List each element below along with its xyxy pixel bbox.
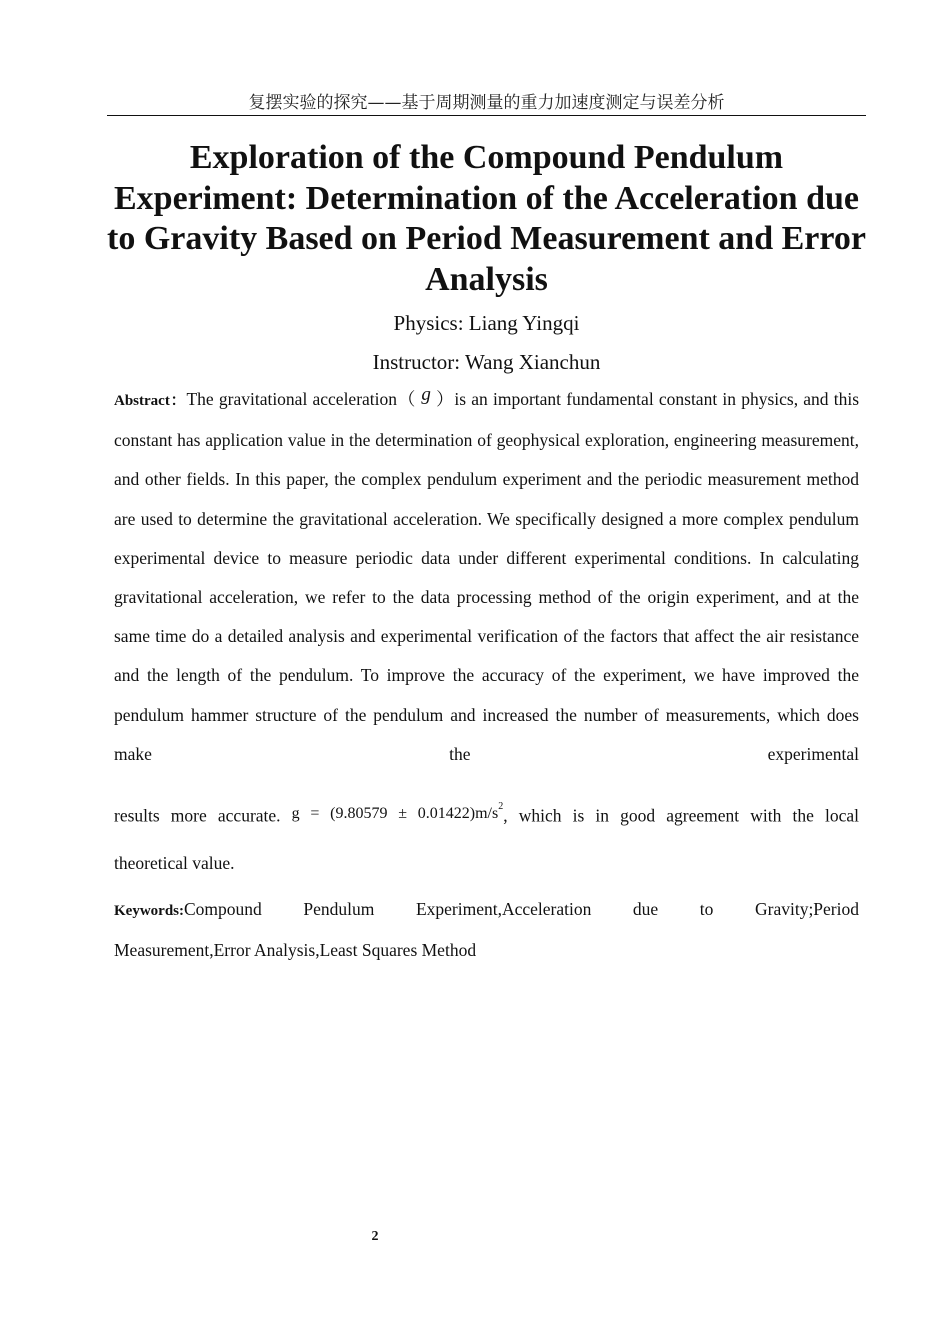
abstract-label: Abstract [114, 393, 170, 409]
results-prefix: results more accurate. [114, 805, 281, 826]
result-formula-text: g = (9.80579 ± 0.01422)m/s [291, 805, 499, 823]
result-formula-exponent: 2 [498, 801, 504, 813]
keyword-word: Experiment,Acceleration [415, 899, 592, 919]
keyword-word: Compound [184, 899, 262, 919]
keyword-word: Pendulum [303, 899, 375, 919]
page-number: 2 [371, 1229, 379, 1244]
abstract [114, 380, 859, 876]
running-header-title: 复摆实验的探究——基于周期测量的重力加速度测定与误差分析 [248, 93, 725, 113]
author-line: Physics: Liang Yingqi [393, 311, 580, 335]
keywords [114, 890, 859, 970]
paper-title: Exploration of the Compound Pendulum Experiment: Determination of the Acceleration due to Gravity Based on Period Measurement and Error Analysis [107, 139, 866, 298]
keywords-label: Keywords: [114, 903, 184, 919]
instructor-line: Instructor: Wang Xianchun [372, 350, 601, 374]
results-suffix: , which is in good agreement with the local [503, 805, 859, 826]
result-formula [291, 801, 504, 823]
abstract-final-line: theoretical value. [114, 852, 235, 873]
keywords-line-2: Measurement,Error Analysis,Least Squares Method [114, 940, 477, 961]
keyword-word: due [632, 899, 659, 919]
running-header [107, 92, 866, 116]
abstract-results-line [114, 800, 859, 830]
abstract-intro: The gravitational acceleration（ [186, 389, 417, 409]
abstract-body: ）is an important fundamental constant in physics, and this constant has application value in the determination of geophysical exploration, engineering measurement, and other fields. In this paper, the complex pendulum experiment and the periodic measurement method are used to determine the gravitational acceleration. We specifically designed a more complex pendulum experimental device to measure periodic data under different experimental conditions. In calculating gravitational acceleration, we refer to the data processing method of the origin experiment, and at the same time do a detailed analysis and experimental verification of the factors that affect the air resistance and the length of the pendulum. To improve the accuracy of the experiment, we have improved the pendulum hammer structure of the pendulum and increased the number of measurements, which does make the experimental [114, 389, 860, 764]
gravity-symbol: g [421, 384, 431, 405]
abstract-label-punct: ： [169, 393, 187, 409]
keyword-word: to [699, 899, 714, 919]
keyword-word: Gravity;Period [754, 899, 859, 919]
keywords-line-1 [114, 890, 859, 931]
